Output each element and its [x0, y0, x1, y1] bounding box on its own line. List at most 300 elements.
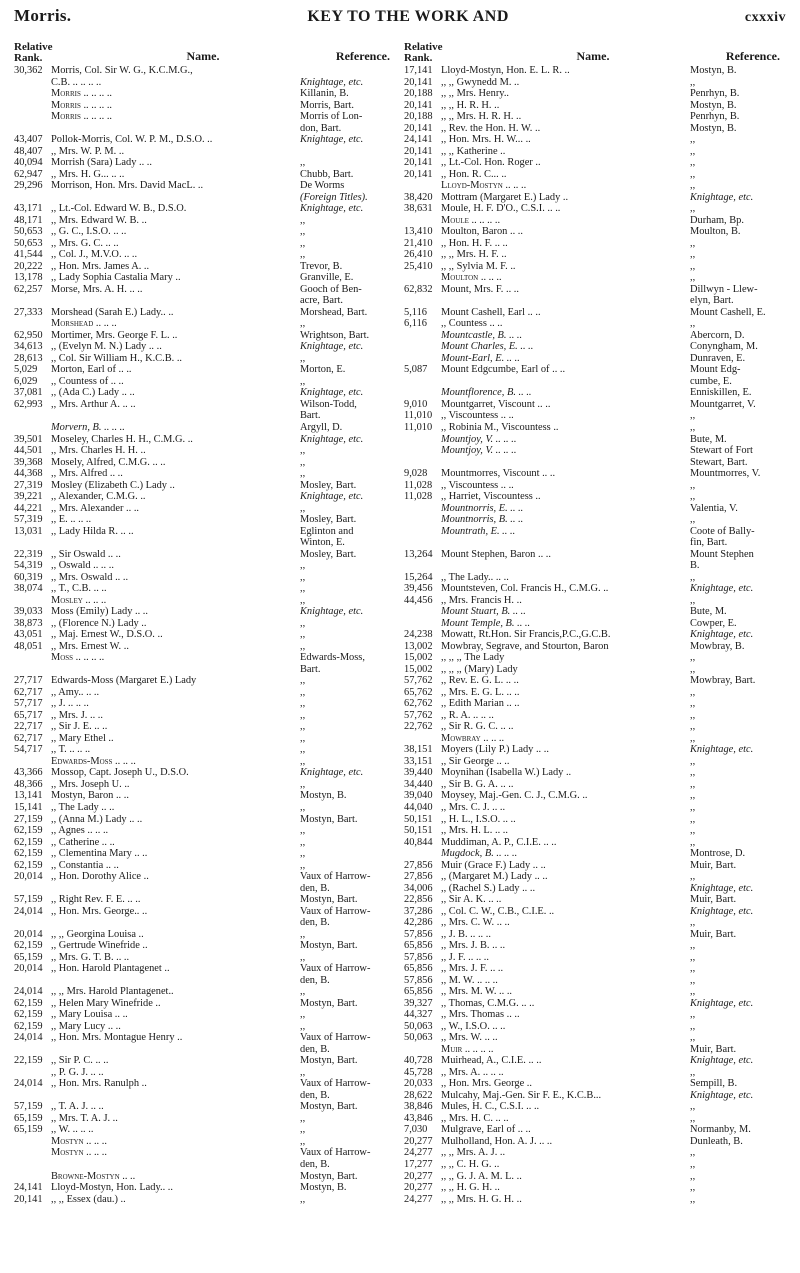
entry-name: Muddiman, A. P., C.I.E. .. .. — [441, 836, 557, 848]
entry-name: ,, ,, Gwynedd M. .. — [441, 76, 520, 88]
list-item — [14, 814, 396, 826]
reference-text: Knightage, etc. — [300, 767, 364, 779]
list-item — [14, 1021, 396, 1033]
reference-text: B. — [690, 560, 700, 572]
entry-name: ,, Mary Louisa .. .. — [51, 1009, 128, 1021]
reference-text: ,, — [300, 502, 306, 514]
entry-name: ,, G. C., I.S.O. .. .. — [51, 226, 127, 238]
column-header — [14, 32, 396, 64]
entry-name: Mottram (Margaret E.) Lady .. — [441, 191, 569, 203]
list-item — [404, 1136, 786, 1148]
list-item — [14, 503, 396, 515]
list-item — [14, 998, 396, 1010]
entry-name: ,, Mrs. G. T. B. .. .. — [51, 951, 130, 963]
reference-text: ,, — [690, 1193, 696, 1205]
reference-text: Vaux of Harrow- — [300, 1147, 371, 1159]
list-item — [14, 606, 396, 618]
entry-name — [51, 295, 300, 307]
reference-text: ,, — [300, 318, 306, 330]
entry-name — [441, 376, 690, 388]
list-item — [404, 825, 786, 837]
entry-name: ,, ,, C. H. G. .. — [441, 1158, 500, 1170]
list-item — [14, 157, 396, 169]
rank-number: 24,277 — [404, 1193, 433, 1205]
reference-text: ,, — [300, 859, 306, 871]
entry-name: ,, Mrs. Francis H. .. — [441, 594, 522, 606]
reference-text: Penrhyn, B. — [690, 88, 740, 100]
rank-number — [404, 341, 441, 353]
list-item — [404, 318, 786, 330]
rank-number — [14, 652, 51, 664]
reference-text: acre, Bart. — [300, 295, 343, 307]
reference-text: Bart. — [300, 410, 321, 422]
entry-name: ,, Mrs. E. G. L. .. .. — [441, 686, 520, 698]
rank-number: 28,613 — [14, 352, 43, 364]
reference-text: Mostyn, Bart. — [300, 1101, 358, 1113]
list-item — [404, 65, 786, 77]
entry-name: Morvern, B. .. .. .. — [51, 421, 125, 433]
list-item — [14, 618, 396, 630]
list-item — [14, 353, 396, 365]
list-item — [404, 1044, 786, 1056]
rank-number: 45,728 — [404, 1066, 433, 1078]
reference-text: Moulton, B. — [690, 226, 741, 238]
rank-number: 20,141 — [14, 1193, 43, 1205]
rank-number: 20,141 — [404, 157, 433, 169]
rank-number: 65,856 — [404, 963, 433, 975]
list-item — [404, 837, 786, 849]
entry-name: Mules, H. C., C.S.I. .. .. — [441, 1101, 540, 1113]
reference-text: Mowbray, Bart. — [690, 675, 756, 687]
entry-name: ,, Hon. Mrs. Ranulph .. — [51, 1078, 147, 1090]
reference-text: ,, — [300, 157, 306, 169]
rank-number: 38,846 — [404, 1101, 433, 1113]
entry-name: ,, Sir P. C. .. .. — [51, 1055, 109, 1067]
entry-name — [441, 560, 690, 572]
list-item — [404, 1194, 786, 1206]
reference-text: Knightage, etc. — [300, 606, 364, 618]
list-item — [404, 88, 786, 100]
entry-name: Mountsteven, Col. Francis H., C.M.G. .. — [441, 583, 609, 595]
entry-name: Moulton, Baron .. .. — [441, 226, 523, 238]
rank-number — [14, 88, 51, 100]
reference-text: Argyll, D. — [300, 421, 343, 433]
rank-number: 26,410 — [404, 249, 433, 261]
entry-name: ,, Mrs. M. W. .. .. — [441, 986, 513, 998]
list-item — [14, 779, 396, 791]
reference-text: Knightage, etc. — [690, 191, 754, 203]
rank-number — [404, 272, 441, 284]
list-item — [404, 284, 786, 296]
reference-text: ,, — [690, 986, 696, 998]
reference-text: ,, — [690, 778, 696, 790]
reference-text: Mostyn, B. — [690, 65, 737, 76]
reference-text: Bute, M. — [690, 433, 727, 445]
list-item — [14, 295, 396, 307]
entry-name: ,, (Ada C.) Lady .. .. — [51, 387, 135, 399]
reference-text: ,, — [690, 168, 696, 180]
list-item — [14, 860, 396, 872]
entry-name: ,, Mrs. A. .. .. .. — [441, 1066, 504, 1078]
rank-number: 50,063 — [404, 1032, 433, 1044]
entry-name: Mount, Mrs. F. .. .. — [441, 283, 519, 295]
rank-number: 20,277 — [404, 1170, 433, 1182]
list-item — [404, 1078, 786, 1090]
reference-text: ,, — [690, 709, 696, 721]
entry-name: ,, ,, G. J. A. M. L. .. — [441, 1170, 522, 1182]
entry-name: Morrish (Sara) Lady .. .. — [51, 157, 152, 169]
reference-text: ,, — [300, 560, 306, 572]
list-item — [404, 457, 786, 469]
rank-number: 57,856 — [404, 951, 433, 963]
rank-number: 62,159 — [14, 836, 43, 848]
entry-name: ,, (Florence N.) Lady .. — [51, 617, 147, 629]
entry-name: ,, Sir J. E. .. .. — [51, 721, 108, 733]
rank-number: 20,141 — [404, 122, 433, 134]
reference-text: Mostyn, B. — [690, 122, 737, 134]
list-item — [14, 537, 396, 549]
rank-number: 62,159 — [14, 940, 43, 952]
entry-name: ,, Mary Lucy .. .. — [51, 1020, 121, 1032]
entry-name: Mowbray, Segrave, and Stourton, Baron — [441, 640, 609, 652]
reference-text: ,, — [690, 1066, 696, 1078]
rank-number — [404, 514, 441, 526]
entry-name: Morris .. .. .. .. — [51, 111, 113, 123]
rank-number: 50,063 — [404, 1020, 433, 1032]
rank-number: 50,151 — [404, 825, 433, 837]
list-item — [14, 894, 396, 906]
reference-text: Gooch of Ben- — [300, 283, 362, 295]
running-header — [14, 6, 786, 32]
reference-text — [300, 65, 396, 77]
entry-name: ,, Mrs. Thomas .. .. — [441, 1009, 520, 1021]
entry-name: ,, Viscountess .. .. — [441, 410, 514, 422]
rank-number: 20,188 — [404, 88, 433, 100]
entry-name: ,, Countess .. .. — [441, 318, 503, 330]
list-item — [14, 1055, 396, 1067]
rank-number: 50,653 — [14, 237, 43, 249]
entry-name: Mountflorence, B. .. .. — [441, 387, 532, 399]
reference-text: Mostyn, B. — [690, 99, 737, 111]
rank-number: 37,081 — [14, 387, 43, 399]
rank-number: 57,762 — [404, 709, 433, 721]
list-item — [404, 307, 786, 319]
entry-name: Morton, Earl of .. .. — [51, 364, 132, 376]
entry-name: ,, Mrs. Edward W. B. .. — [51, 214, 147, 226]
name-heading: Name. — [576, 49, 610, 63]
rank-number: 62,717 — [14, 732, 43, 744]
reference-text: Normanby, M. — [690, 1124, 751, 1136]
reference-text: ,, — [690, 1112, 696, 1124]
entry-name: ,, R. A. .. .. .. — [441, 709, 494, 721]
entry-name: ,, Catherine .. .. — [51, 836, 115, 848]
reference-text: ,, — [300, 778, 306, 790]
entry-name: Mulgrave, Earl of .. .. — [441, 1124, 531, 1136]
list-item — [404, 952, 786, 964]
rank-number: 20,141 — [404, 99, 433, 111]
list-item — [404, 917, 786, 929]
entry-name: Moule .. .. .. .. — [441, 214, 501, 226]
reference-text: ,, — [300, 951, 306, 963]
rank-number: 38,631 — [404, 203, 433, 215]
entry-name: ,, ,, Sylvia M. F. .. — [441, 260, 516, 272]
list-item — [14, 1136, 396, 1148]
rank-number: 20,277 — [404, 1135, 433, 1147]
list-item — [404, 756, 786, 768]
list-item — [404, 975, 786, 987]
entry-name: ,, ,, Georgina Louisa .. — [51, 928, 144, 940]
list-item — [14, 65, 396, 77]
rank-number: 62,159 — [14, 825, 43, 837]
rank-number: 44,221 — [14, 502, 43, 514]
entry-name: ,, Hon. Mrs. James A. .. — [51, 260, 150, 272]
entry-name: ,, T., C.B. .. .. — [51, 583, 107, 595]
entry-name — [441, 295, 690, 307]
list-item — [14, 560, 396, 572]
reference-text: Conyngham, M. — [690, 341, 758, 353]
list-item — [404, 1147, 786, 1159]
rank-number: 28,622 — [404, 1089, 433, 1101]
reference-text: ,, — [690, 594, 696, 606]
rank-number: 40,844 — [404, 836, 433, 848]
entry-name: ,, Sir R. G. C. .. .. — [441, 721, 514, 733]
rank-number: 30,362 — [14, 65, 43, 76]
entry-name: ,, Mrs. Ernest W. .. — [51, 640, 129, 652]
reference-text: Dunraven, E. — [690, 352, 746, 364]
reference-text: Chubb, Bart. — [300, 168, 354, 180]
rank-heading: Relative Rank. — [404, 41, 443, 64]
reference-text: ,, — [300, 583, 306, 595]
list-item — [404, 1159, 786, 1171]
rank-number: 5,029 — [14, 364, 38, 376]
rank-number: 62,762 — [404, 698, 433, 710]
entry-name: Mountnorris, E. .. .. — [441, 502, 524, 514]
rank-number: 50,151 — [404, 813, 433, 825]
list-item — [14, 180, 396, 192]
list-item — [14, 825, 396, 837]
reference-text: ,, — [690, 652, 696, 664]
list-item — [14, 215, 396, 227]
list-item — [14, 468, 396, 480]
entry-name: ,, Sir B. G. A. .. .. — [441, 778, 514, 790]
list-item — [404, 883, 786, 895]
entry-name: ,, Mrs. C. W. .. .. — [441, 917, 510, 929]
rank-number: 57,159 — [14, 1101, 43, 1113]
rank-number — [14, 77, 51, 89]
rank-number: 33,151 — [404, 755, 433, 767]
rank-number: 17,277 — [404, 1158, 433, 1170]
list-item — [404, 641, 786, 653]
list-item — [14, 549, 396, 561]
reference-text: ,, — [300, 836, 306, 848]
reference-text: Mountgarret, V. — [690, 398, 756, 410]
rank-number: 27,717 — [14, 675, 43, 687]
list-item — [14, 641, 396, 653]
entry-name: ,, Clementina Mary .. .. — [51, 848, 148, 860]
rank-number — [14, 1136, 51, 1148]
list-item — [14, 917, 396, 929]
reference-text: ,, — [690, 318, 696, 330]
list-item — [404, 353, 786, 365]
rank-number: 38,873 — [14, 617, 43, 629]
reference-text: Vaux of Harrow- — [300, 905, 371, 917]
list-item — [404, 560, 786, 572]
list-item — [14, 341, 396, 353]
rank-number: 24,238 — [404, 629, 433, 641]
rank-number: 22,762 — [404, 721, 433, 733]
entry-name: Mountjoy, V. .. .. .. — [441, 445, 517, 457]
entry-name: Moseley, Charles H. H., C.M.G. .. — [51, 433, 193, 445]
list-item — [404, 848, 786, 860]
list-item — [404, 180, 786, 192]
reference-text: ,, — [690, 145, 696, 157]
list-item — [14, 123, 396, 135]
entry-name: ,, Lt.-Col. Edward W. B., D.S.O. — [51, 203, 187, 215]
entry-name: ,, ,, Essex (dau.) .. — [51, 1193, 126, 1205]
reference-text: ,, — [300, 825, 306, 837]
reference-text: ,, — [690, 732, 696, 744]
list-item — [404, 238, 786, 250]
reference-text: ,, — [690, 514, 696, 526]
list-item — [14, 1147, 396, 1159]
rank-number: 43,407 — [14, 134, 43, 146]
entry-name — [51, 883, 300, 895]
reference-text: ,, — [690, 790, 696, 802]
rank-number: 9,010 — [404, 398, 428, 410]
entry-name: Edwards-Moss .. .. .. — [51, 755, 136, 767]
list-item — [14, 1124, 396, 1136]
right-column — [404, 32, 786, 1205]
entry-name — [51, 537, 300, 549]
list-item — [14, 410, 396, 422]
list-item — [404, 410, 786, 422]
entry-name: ,, W., I.S.O. .. .. — [441, 1020, 506, 1032]
list-item — [14, 457, 396, 469]
rank-number — [14, 917, 51, 929]
reference-text: Morris, Bart. — [300, 99, 354, 111]
list-item — [14, 1032, 396, 1044]
reference-text: Mostyn, Bart. — [300, 997, 358, 1009]
reference-text: Knightage, etc. — [690, 1089, 754, 1101]
rank-number: 6,116 — [404, 318, 427, 330]
entry-name: ,, Maj. Ernest W., D.S.O. .. — [51, 629, 163, 641]
entry-name: Mount-Earl, E. .. .. — [441, 352, 520, 364]
reference-text: ,, — [690, 1147, 696, 1159]
list-item — [404, 733, 786, 745]
reference-text: den, B. — [300, 1158, 330, 1170]
rank-number — [14, 1159, 51, 1171]
rank-number: 20,014 — [14, 928, 43, 940]
rank-number: 39,456 — [404, 583, 433, 595]
reference-text: ,, — [690, 802, 696, 813]
entry-name: ,, Thomas, C.M.G. .. .. — [441, 997, 535, 1009]
entry-name: C.B. .. .. .. .. — [51, 76, 102, 88]
reference-text: ,, — [690, 1032, 696, 1044]
rank-number: 48,051 — [14, 640, 43, 652]
entry-name: ,, Edith Marian .. .. — [441, 698, 520, 710]
list-item — [14, 744, 396, 756]
entry-name: Mount Charles, E. .. .. — [441, 341, 534, 353]
list-item — [14, 364, 396, 376]
entry-name: Moynihan (Isabella W.) Lady .. — [441, 767, 572, 779]
entry-name — [51, 1044, 300, 1056]
entry-name — [51, 123, 300, 135]
entry-name: Lloyd-Mostyn, Hon. Lady.. .. — [51, 1182, 173, 1194]
entry-name: Mortimer, Mrs. George F. L. .. — [51, 329, 178, 341]
rank-number — [14, 1171, 51, 1183]
list-item — [404, 192, 786, 204]
rank-number: 24,277 — [404, 1147, 433, 1159]
entry-name: Mount Edgcumbe, Earl of .. .. — [441, 364, 566, 376]
reference-text: ,, — [690, 963, 696, 975]
reference-text: Vaux of Harrow- — [300, 1078, 371, 1090]
list-item — [14, 284, 396, 296]
list-item — [14, 192, 396, 204]
rank-number: 40,728 — [404, 1055, 433, 1067]
entry-name: ,, J. .. .. .. — [51, 698, 89, 710]
rank-number: 24,014 — [14, 1078, 43, 1090]
reference-text: ,, — [690, 157, 696, 169]
reference-text: ,, — [690, 755, 696, 767]
reference-text: ,, — [300, 237, 306, 249]
list-item — [14, 583, 396, 595]
reference-text: ,, — [300, 1193, 306, 1205]
entry-name: Morris .. .. .. .. — [51, 88, 113, 100]
rank-number: 38,420 — [404, 191, 433, 203]
list-item — [404, 445, 786, 457]
reference-text: ,, — [690, 951, 696, 963]
list-item — [404, 169, 786, 181]
rank-number: 42,286 — [404, 917, 433, 929]
reference-text: ,, — [690, 686, 696, 698]
entry-name: ,, Mrs. C. J. .. .. — [441, 802, 506, 813]
reference-text: ,, — [690, 767, 696, 779]
rank-number — [14, 756, 51, 768]
entry-name: Moulton .. .. .. — [441, 272, 502, 284]
reference-text: Knightage, etc. — [690, 744, 754, 756]
reference-text: ,, — [690, 1020, 696, 1032]
list-item — [404, 111, 786, 123]
reference-text: Knightage, etc. — [300, 433, 364, 445]
list-item — [14, 1067, 396, 1079]
reference-text: ,, — [690, 1009, 696, 1021]
rank-number: 48,366 — [14, 778, 43, 790]
entry-name: Moule, H. F. D'O., C.S.I. .. .. — [441, 203, 561, 215]
entry-name: Moyers (Lily P.) Lady .. .. — [441, 744, 549, 756]
entry-name: Mowbray .. .. .. — [441, 732, 505, 744]
entry-name — [51, 975, 300, 987]
reference-text: Knightage, etc. — [300, 387, 364, 399]
rank-number: 20,277 — [404, 1182, 433, 1194]
entry-name: Morrison, Hon. Mrs. David MacL. .. — [51, 180, 204, 192]
entry-name: ,, Rev. E. G. L. .. .. — [441, 675, 519, 687]
rank-number: 13,002 — [404, 640, 433, 652]
reference-text: Mosley, Bart. — [300, 514, 357, 526]
rank-number: 44,327 — [404, 1009, 433, 1021]
entry-name — [51, 1090, 300, 1102]
rank-number: 20,141 — [404, 145, 433, 157]
entry-name: ,, E. .. .. .. — [51, 514, 92, 526]
entry-name: ,, J. F. .. .. .. — [441, 951, 489, 963]
rank-number: 24,141 — [14, 1182, 43, 1194]
rank-number: 57,319 — [14, 514, 43, 526]
reference-text: ,, — [300, 249, 306, 261]
list-item — [404, 790, 786, 802]
reference-text: ,, — [300, 686, 306, 698]
entry-name: ,, Lady Sophia Castalia Mary .. — [51, 272, 181, 284]
reference-text: ,, — [690, 1170, 696, 1182]
reference-text: Morton, E. — [300, 364, 346, 376]
